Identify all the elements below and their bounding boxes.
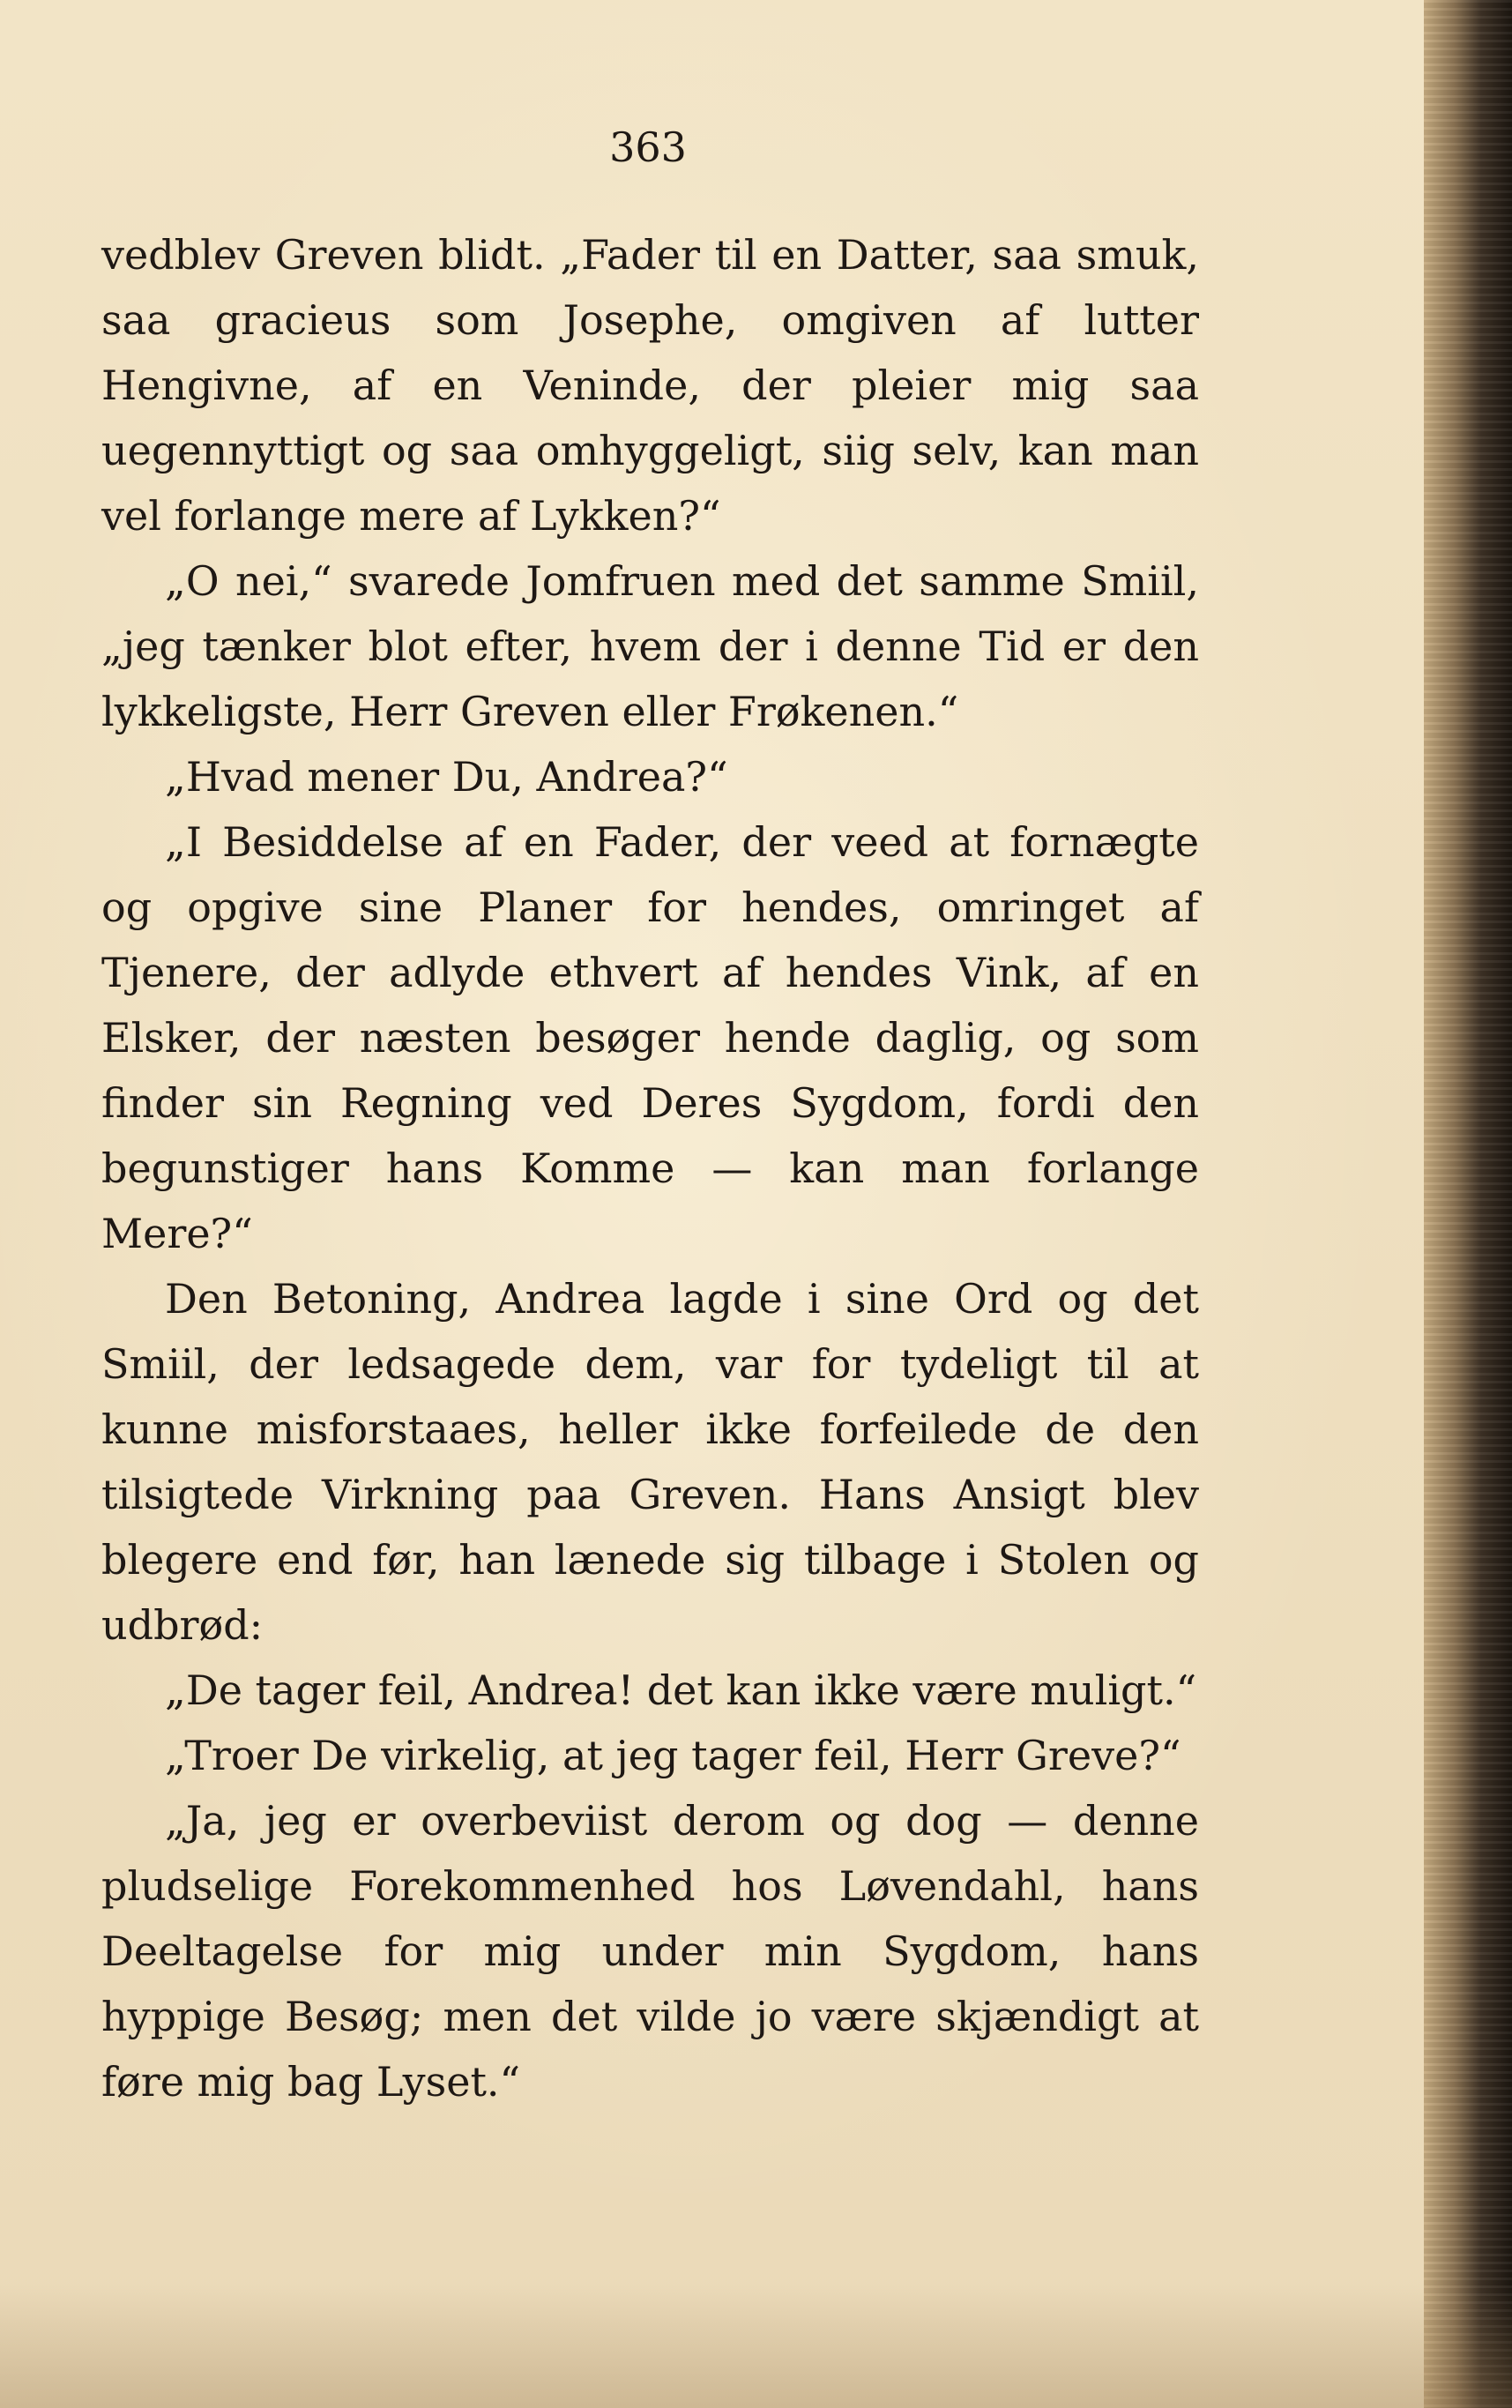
paragraph-1: vedblev Greven blidt. „Fader til en Datter, saa smuk, saa gracieus som Josephe, omgiven af lutter Hengivne, af en Veninde, der pleier mig saa uegennyttigt og saa omhyggeligt, siig selv, kan man vel forlange mere af Lykken?“	[101, 231, 1199, 540]
paragraph-3: „Hvad mener Du, Andrea?“	[165, 753, 728, 801]
paragraph-8: „Ja, jeg er overbeviist derom og dog — denne pludselige Forekommenhed hos Løvendahl, hans Deeltagelse for mig under min Sygdom, hans hyppige Besøg; men det vilde jo være skjændigt at føre mig bag Lyset.“	[101, 1797, 1199, 2106]
paragraph-6: „De tager feil, Andrea! det kan ikke være muligt.“	[165, 1666, 1197, 1714]
body-text	[101, 222, 1199, 2114]
paragraph-5: Den Betoning, Andrea lagde i sine Ord og det Smiil, der ledsagede dem, var for tydeligt til at kunne misforstaaes, heller ikke forfeilede de den tilsigtede Virkning paa Greven. Hans Ansigt blev blegere end før, han lænede sig tilbage i Stolen og udbrød:	[101, 1275, 1199, 1649]
paragraph-4: „I Besiddelse af en Fader, der veed at fornægte og opgive sine Planer for hendes, omringet af Tjenere, der adlyde ethvert af hendes Vink, af en Elsker, der næsten besøger hende daglig, og som finder sin Regning ved Deres Sygdom, fordi den begunstiger hans Komme — kan man forlange Mere?“	[101, 818, 1199, 1257]
paragraph-2: „O nei,“ svarede Jomfruen med det samme Smiil, „jeg tænker blot efter, hvem der i denne Tid er den lykkeligste, Herr Greven eller Frøkenen.“	[101, 557, 1199, 735]
paragraph-7: „Troer De virkelig, at jeg tager feil, Herr Greve?“	[165, 1732, 1181, 1779]
spine-texture	[1424, 0, 1512, 2408]
page-shadow	[0, 2285, 1512, 2408]
page-number: 363	[609, 123, 687, 171]
